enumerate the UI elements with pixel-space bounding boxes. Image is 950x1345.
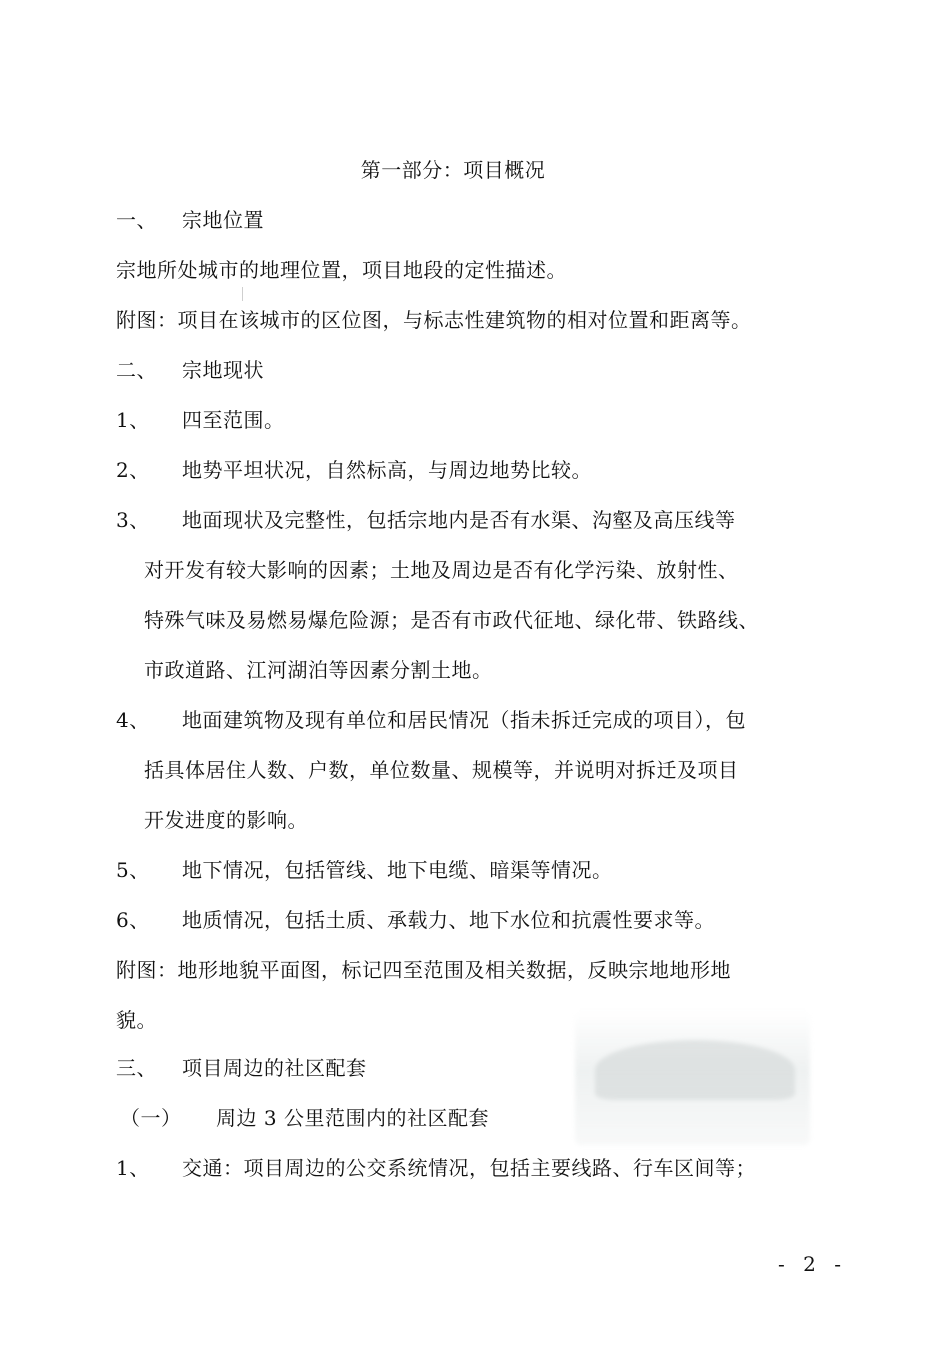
list-item-number: 4、 xyxy=(116,708,150,732)
list-item-text: 地面现状及完整性，包括宗地内是否有水渠、沟壑及高压线等 xyxy=(182,508,736,532)
list-item-number: 5、 xyxy=(116,858,150,882)
section-heading-3-text: 项目周边的社区配套 xyxy=(182,1056,367,1080)
paragraph: 宗地所处城市的地理位置，项目地段的定性描述。 xyxy=(116,258,567,282)
page-title: 第一部分：项目概况 xyxy=(360,158,546,182)
list-item-text: 交通：项目周边的公交系统情况，包括主要线路、行车区间等； xyxy=(182,1156,756,1180)
figure-note: 附图：地形地貌平面图，标记四至范围及相关数据，反映宗地地形地 xyxy=(116,958,731,982)
figure-note: 附图：项目在该城市的区位图，与标志性建筑物的相对位置和距离等。 xyxy=(116,308,752,332)
section-heading-2-text: 宗地现状 xyxy=(182,358,264,382)
list-item-text: 四至范围。 xyxy=(182,408,285,432)
subsection-number: （一） xyxy=(120,1106,182,1130)
list-item-text-continued: 对开发有较大影响的因素；土地及周边是否有化学污染、放射性、 xyxy=(144,558,739,582)
list-item-text-continued: 市政道路、江河湖泊等因素分割土地。 xyxy=(144,658,493,682)
figure-note-continued: 貌。 xyxy=(116,1008,157,1032)
list-item-text: 地面建筑物及现有单位和居民情况（指未拆迁完成的项目），包 xyxy=(182,708,746,732)
list-item-text-continued: 括具体居住人数、户数，单位数量、规模等，并说明对拆迁及项目 xyxy=(144,758,739,782)
list-item-text-continued: 特殊气味及易燃易爆危险源；是否有市政代征地、绿化带、铁路线、 xyxy=(144,608,759,632)
background-image xyxy=(575,1010,810,1145)
section-heading-1-text: 宗地位置 xyxy=(182,208,264,232)
section-heading-1 xyxy=(116,208,157,232)
list-item-number: 1、 xyxy=(116,1156,150,1180)
landscape-shape xyxy=(595,1040,795,1100)
list-item-number: 1、 xyxy=(116,408,150,432)
list-item-text-continued: 开发进度的影响。 xyxy=(144,808,308,832)
list-item-number: 6、 xyxy=(116,908,150,932)
list-item-number: 3、 xyxy=(116,508,150,532)
list-item-text: 地质情况，包括土质、承载力、地下水位和抗震性要求等。 xyxy=(182,908,715,932)
list-item-text: 地势平坦状况，自然标高，与周边地势比较。 xyxy=(182,458,592,482)
section-heading-2-number: 二、 xyxy=(116,358,157,382)
section-heading-3-number: 三、 xyxy=(116,1056,157,1080)
page-number: - 2 - xyxy=(778,1252,847,1276)
list-item-text: 地下情况，包括管线、地下电缆、暗渠等情况。 xyxy=(182,858,613,882)
section-number: 一、 xyxy=(116,208,157,232)
subsection-text: 周边 3 公里范围内的社区配套 xyxy=(216,1106,489,1130)
scan-mark xyxy=(242,287,243,301)
list-item-number: 2、 xyxy=(116,458,150,482)
